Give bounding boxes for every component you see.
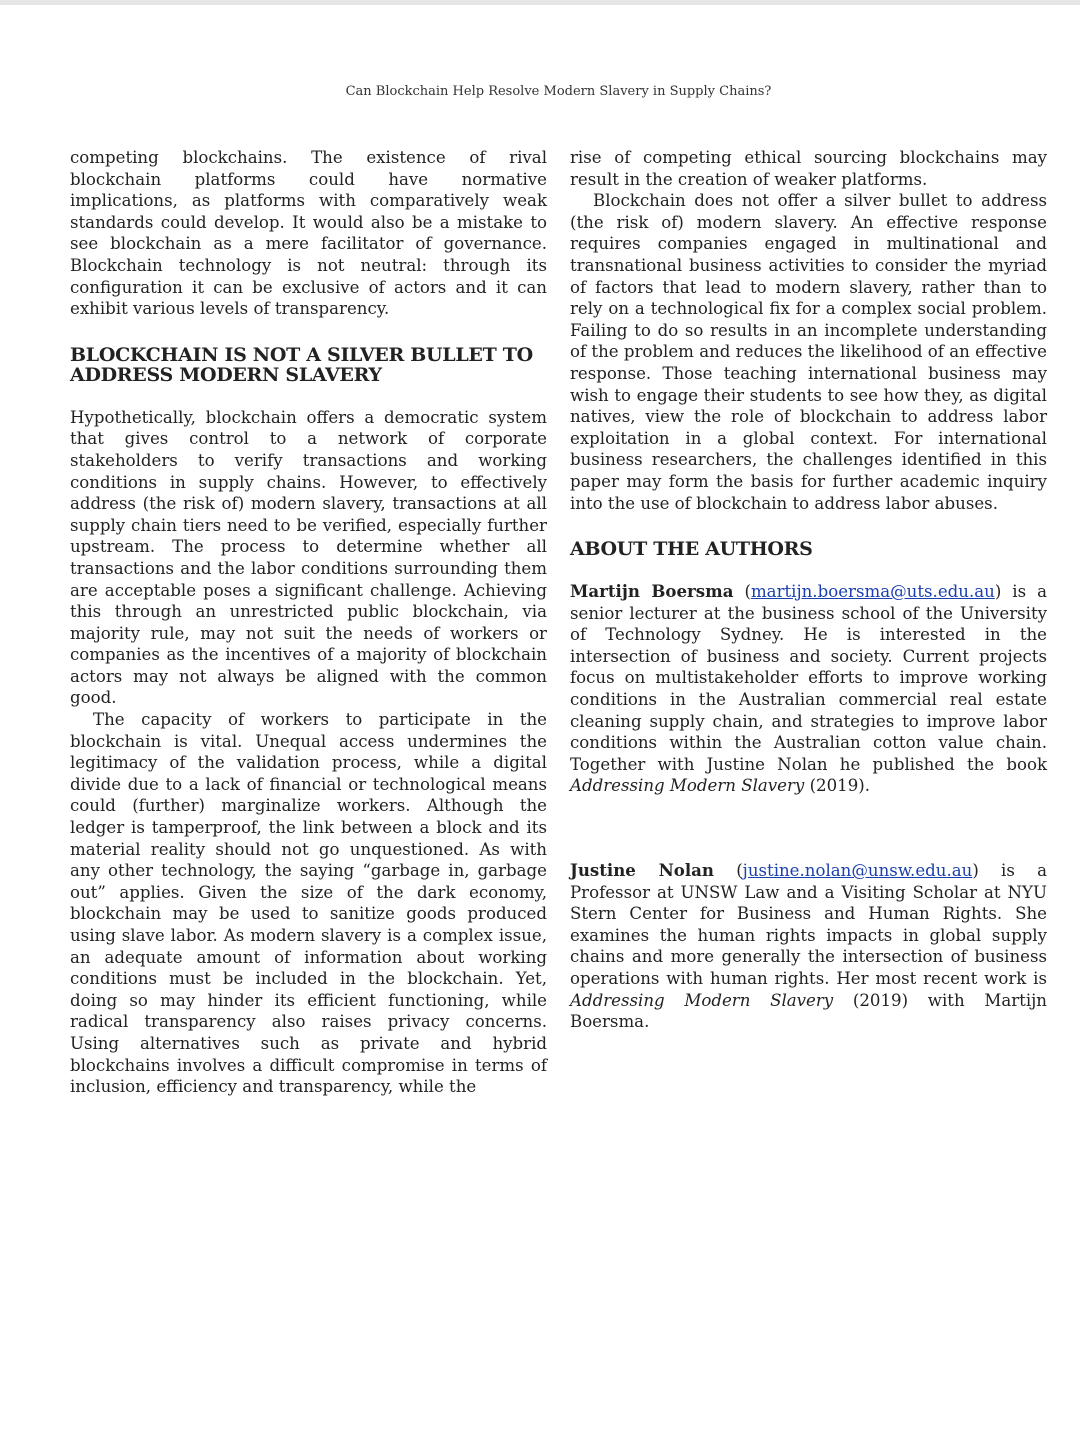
bio-text-nolan: is a Professor at UNSW Law and a Visiting Scholar at NYU Stern Center for Business and Human Rights. She examines the human rights impacts in global supply chains and more generally the intersection of business operations with human rights. Her most recent work is: [570, 861, 1048, 988]
book-tail-nolan: (2019) with Martijn Boersma.: [570, 990, 1047, 1032]
author-bio-boersma: Martijn Boersma (martijn.boersma@uts.edu.au) is a senior lecturer at the business school of the University of Technology Sydney. He is interested in the intersection of business and society. Current projects focus on multistakeholder efforts to improve working conditions in the Australian commercial real estate cleaning supply chain, and strategies to improve labor conditions within the Australian cotton value chain. Together with Justine Nolan he published the book Addressing Modern Slavery (2019).: [570, 581, 1048, 796]
book-year-boersma: (2019).: [809, 776, 871, 796]
left-column: [70, 147, 547, 1098]
right-column: [570, 147, 1047, 1033]
section-heading: BLOCKCHAIN IS NOT A SILVER BULLET TO ADDRESS MODERN SLAVERY: [70, 343, 533, 386]
top-rule: [0, 0, 1080, 5]
book-title-nolan: Addressing Modern Slavery: [570, 990, 834, 1010]
author-bio-nolan: Justine Nolan (justine.nolan@unsw.edu.au) is a Professor at UNSW Law and a Visiting Scholar at NYU Stern Center for Business and Human Rights. She examines the human rights impacts in global supply chains and more generally the intersection of business operations with human rights. Her most recent work is Addressing Modern Slavery (2019) with Martijn Boersma.: [570, 860, 1048, 1032]
book-title-boersma: Addressing Modern Slavery: [570, 776, 805, 796]
body-paragraph-1: Hypothetically, blockchain offers a democratic system that gives control to a network of corporate stakeholders to verify transactions and working conditions in supply chains. However, to effectively address (the risk of) modern slavery, transactions at all supply chain tiers need to be verified, especially further upstream. The process to determine whether all transactions and the labor conditions surrounding them are acceptable poses a significant challenge. Achieving this through an unrestricted public blockchain, via majority rule, may not suit the needs of workers or companies as the incentives of a majority of blockchain actors may not always be aligned with the common good.: [70, 407, 547, 708]
continued-paragraph: rise of competing ethical sourcing blockchains may result in the creation of weaker platforms.: [570, 148, 1047, 189]
body-paragraph-2: The capacity of workers to participate in the blockchain is vital. Unequal access undermines the legitimacy of the validation process, while a digital divide due to a lack of financial or technological means could (further) marginalize workers. Although the ledger is tamperproof, the link between a block and its material reality should not go unquestioned. As with any other technology, the saying “garbage in, garbage out” applies. Given the size of the dark economy, blockchain may be used to sanitize goods produced using slave labor. As modern slavery is a complex issue, an adequate amount of information about working conditions must be included in the blockchain. Yet, doing so may hinder its efficient functioning, while radical transparency also raises privacy concerns. Using alternatives such as private and hybrid blockchains involves a difficult compromise in terms of inclusion, efficiency and transparency, while the: [70, 710, 547, 1097]
conclusion-paragraph: Blockchain does not offer a silver bullet to address (the risk of) modern slavery. An effective response requires companies engaged in multinational and transnational business activities to consider the myriad of factors that lead to modern slavery, rather than to rely on a technological fix for a complex social problem. Failing to do so results in an incomplete understanding of the problem and reduces the likelihood of an effective response. Those teaching international business may wish to engage their students to see how they, as digital natives, view the role of blockchain to address labor exploitation in a global context. For international business researchers, the challenges identified in this paper may form the basis for further academic inquiry into the use of blockchain to address labor abuses.: [570, 191, 1047, 513]
author-name-boersma: Martijn Boersma: [570, 581, 734, 602]
author-name-nolan: Justine Nolan: [570, 860, 714, 881]
running-head: Can Blockchain Help Resolve Modern Slavery in Supply Chains?: [345, 84, 772, 99]
intro-paragraph: competing blockchains. The existence of rival blockchain platforms could have normative implications, as platforms with comparatively weak standards could develop. It would also be a mistake to see blockchain as a mere facilitator of governance. Blockchain technology is not neutral: through its configuration it can be exclusive of actors and it can exhibit various levels of transparency.: [70, 148, 547, 319]
email-link-nolan[interactable]: justine.nolan@unsw.edu.au: [742, 861, 973, 881]
about-authors-heading: ABOUT THE AUTHORS: [570, 538, 813, 561]
email-link-boersma[interactable]: martijn.boersma@uts.edu.au: [750, 582, 995, 602]
bio-text-boersma: is a senior lecturer at the business school of the University of Technology Sydney. He is interested in the intersection of business and society. Current projects focus on multistakeholder efforts to improve working conditions in the Australian commercial real estate cleaning supply chain, and strategies to improve labor conditions within the Australian cotton value chain. Together with Justine Nolan he published the book: [570, 582, 1048, 774]
